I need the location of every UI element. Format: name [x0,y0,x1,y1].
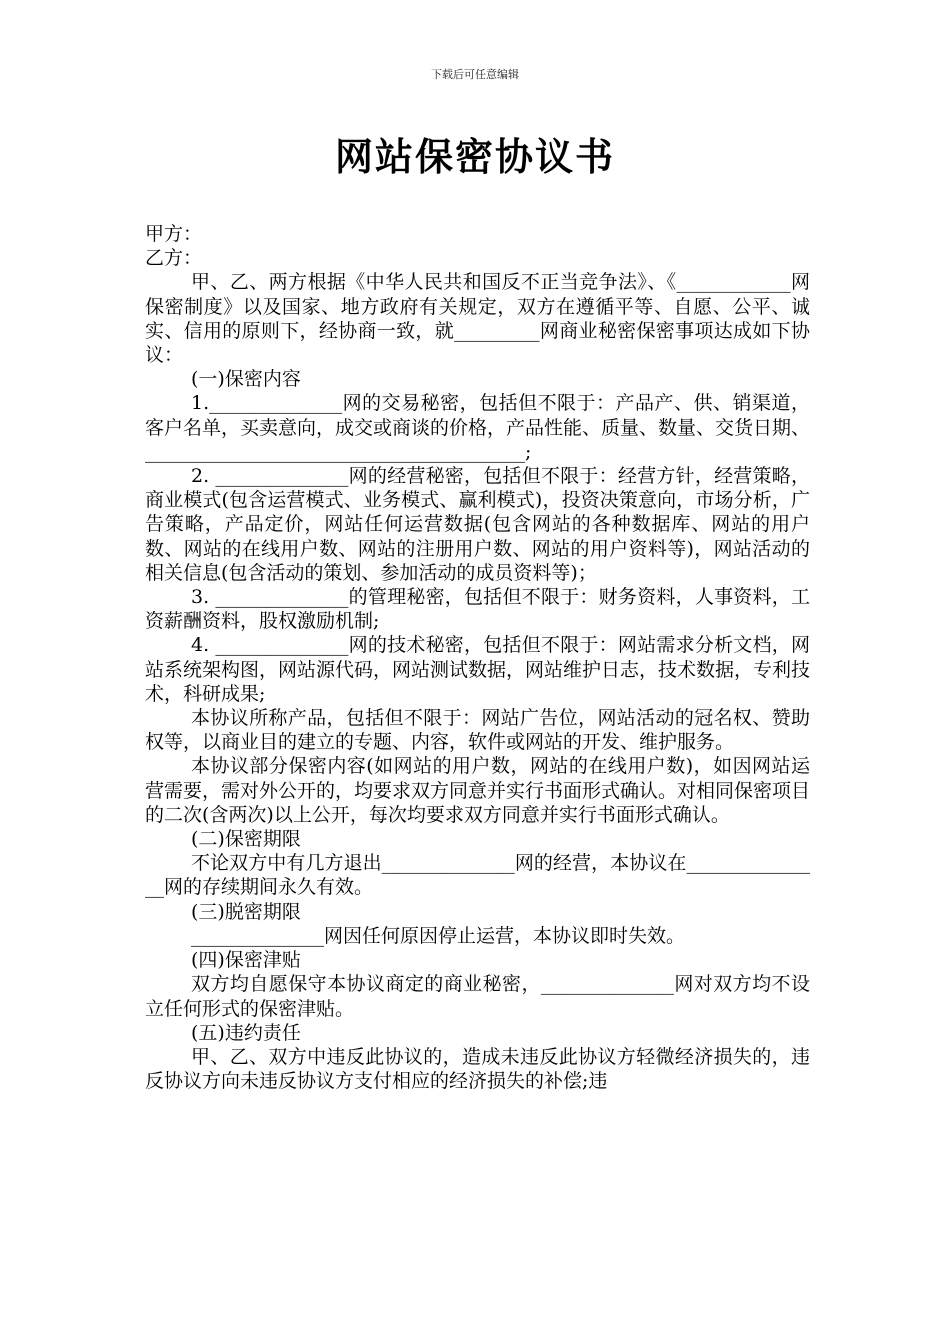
paragraph: 本协议部分保密内容(如网站的用户数，网站的在线用户数)，如因网站运营需要，需对外公开的，均要求双方同意并实行书面形式确认。对相同保密项目的二次(含两次)以上公开，每次均要求双方同意并实行书面形式确认。 [145,755,811,826]
paragraph-list [145,270,810,1093]
paragraph: (四)保密津贴 [191,949,301,972]
paragraph: (五)违约责任 [191,1021,301,1044]
paragraph: 4. ______________网的技术秘密，包括但不限于：网站需求分析文档，网站系统架构图，网站源代码，网站测试数据，网站维护日志，技术数据，专利技术，科研成果; [145,634,811,705]
paragraph: 1.______________网的交易秘密，包括但不限于：产品产、供、销渠道，客户名单，买卖意向，成交或商谈的价格，产品性能、质量、数量、交货日期、________________________________________; [145,392,811,463]
document-title: 网站保密协议书 [334,134,615,179]
paragraph: 2. ______________网的经营秘密，包括但不限于：经营方针，经营策略，商业模式(包含运营模式、业务模式、赢利模式)，投资决策意向，市场分析，广告策略，产品定价，网站任何运营数据(包含网站的各种数据库、网站的用户数、网站的在线用户数、网站的注册用户数、网站的用户资料等)，网站活动的相关信息(包含活动的策划、参加活动的成员资料等)； [145,465,810,584]
paragraph: (一)保密内容 [191,368,301,391]
paragraph: 本协议所称产品，包括但不限于：网站广告位，网站活动的冠名权、赞助权等，以商业目的建立的专题、内容，软件或网站的开发、维护服务。 [145,707,810,754]
party-a-line: 甲方： [145,223,203,245]
paragraph: ______________网因任何原因停止运营，本协议即时失效。 [191,924,686,947]
paragraph: 3. ______________的管理秘密，包括但不限于：财务资料，人事资料，工资薪酬资料，股权激励机制; [145,586,810,633]
header-note: 下载后可任意编辑 [431,68,519,81]
paragraph: 甲、乙、两方根据《中华人民共和国反不正当竞争法》、《____________网保密制度》以及国家、地方政府有关规定，双方在遵循平等、自愿、公平、诚实、信用的原则下，经协商一致，就_________网商业秘密保密事项达成如下协议： [145,271,810,367]
party-b-line: 乙方： [145,247,203,270]
paragraph: (二)保密期限 [191,828,301,851]
paragraph: (三)脱密期限 [191,900,301,923]
paragraph: 甲、乙、双方中违反此协议的，造成未违反此协议方轻微经济损失的，违反协议方向未违反协议方支付相应的经济损失的补偿;违 [145,1045,810,1093]
document-body [145,222,810,1093]
paragraph: 不论双方中有几方退出______________网的经营，本协议在_______________网的存续期间永久有效。 [145,852,810,899]
paragraph: 双方均自愿保守本协议商定的商业秘密，______________网对双方均不设立任何形式的保密津贴。 [145,973,810,1020]
